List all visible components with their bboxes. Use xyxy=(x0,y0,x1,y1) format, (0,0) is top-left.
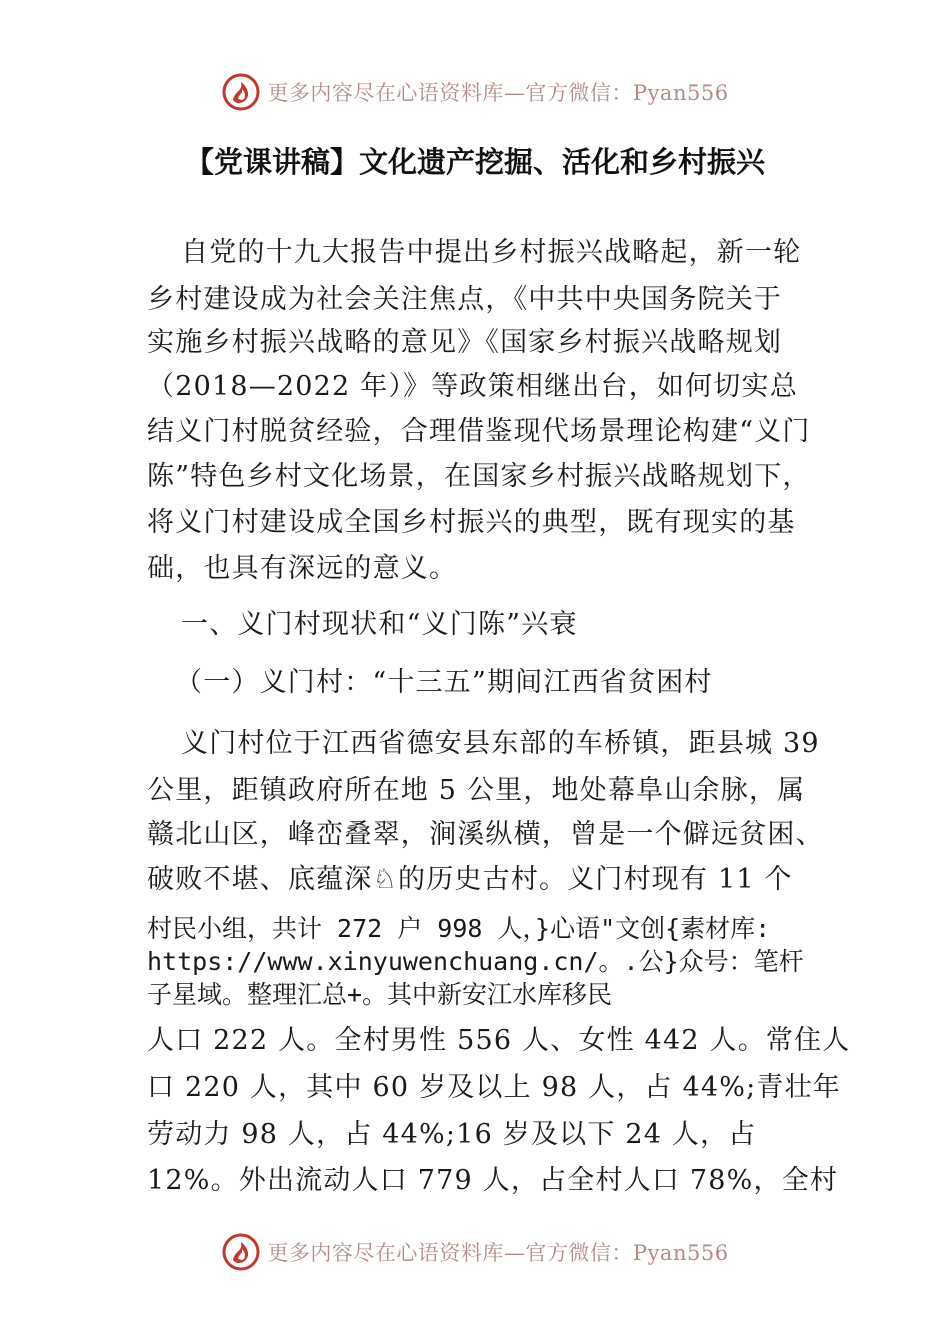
body-line: 人口 222 人。全村男性 556 人、女性 442 人。常住人 xyxy=(147,1025,851,1056)
flame-logo-icon xyxy=(221,72,261,112)
footer-watermark-text: 更多内容尽在心语资料库—官方微信：Pyan556 xyxy=(267,1241,729,1265)
body-line: 口 220 人，其中 60 岁及以上 98 人，占 44%;青壮年 xyxy=(147,1072,842,1103)
body-line: 乡村建设成为社会关注焦点，《中共中央国务院关于 xyxy=(147,284,783,315)
body-line: 义门村位于江西省德安县东部的车桥镇，距县城 39 xyxy=(181,728,820,759)
body-line: 自党的十九大报告中提出乡村振兴战略起，新一轮 xyxy=(181,237,802,268)
header-watermark-text: 更多内容尽在心语资料库—官方微信：Pyan556 xyxy=(267,81,729,105)
body-line: 实施乡村振兴战略的意见》《国家乡村振兴战略规划 xyxy=(147,327,783,358)
header-watermark xyxy=(0,70,950,114)
body-line: 村民小组，共计 272 户 998 人，}心语"文创{素材库: xyxy=(147,914,771,943)
flame-logo-icon xyxy=(221,1232,261,1272)
body-line: 陈”特色乡村文化场景，在国家乡村振兴战略规划下， xyxy=(147,461,811,492)
body-line: 公里，距镇政府所在地 5 公里，地处幕阜山余脉，属 xyxy=(147,775,806,806)
body-line: 劳动力 98 人，占 44%;16 岁及以下 24 人，占 xyxy=(147,1119,757,1150)
footer-watermark xyxy=(0,1230,950,1274)
body-line: 结义门村脱贫经验，合理借鉴现代场景理论构建“义门 xyxy=(147,416,811,447)
body-line: 础，也具有深远的意义。 xyxy=(147,553,458,584)
body-line: 12%。外出流动人口 779 人，占全村人口 78%，全村 xyxy=(147,1165,839,1196)
subsection-heading: （一）义门村：“十三五”期间江西省贫困村 xyxy=(175,667,713,698)
body-line: 将义门村建设成全国乡村振兴的典型，既有现实的基 xyxy=(147,507,796,538)
section-heading: 一、义门村现状和“义门陈”兴衰 xyxy=(181,609,578,640)
document-title: 【党课讲稿】文化遗产挖掘、活化和乡村振兴 xyxy=(184,145,765,179)
body-line: 破败不堪、底蕴深♘的历史古村。义门村现有 11 个 xyxy=(147,864,793,895)
body-line: 赣北山区，峰峦叠翠，涧溪纵横，曾是一个僻远贫困、 xyxy=(147,819,824,850)
body-line: 子星域。整理汇总+。其中新安江水库移民 xyxy=(147,980,613,1009)
body-line: （2018—2022 年）》等政策相继出台，如何切实总 xyxy=(147,371,798,402)
body-line: https://www.xinyuwenchuang.cn/。.公}众号：笔杆 xyxy=(147,947,804,976)
